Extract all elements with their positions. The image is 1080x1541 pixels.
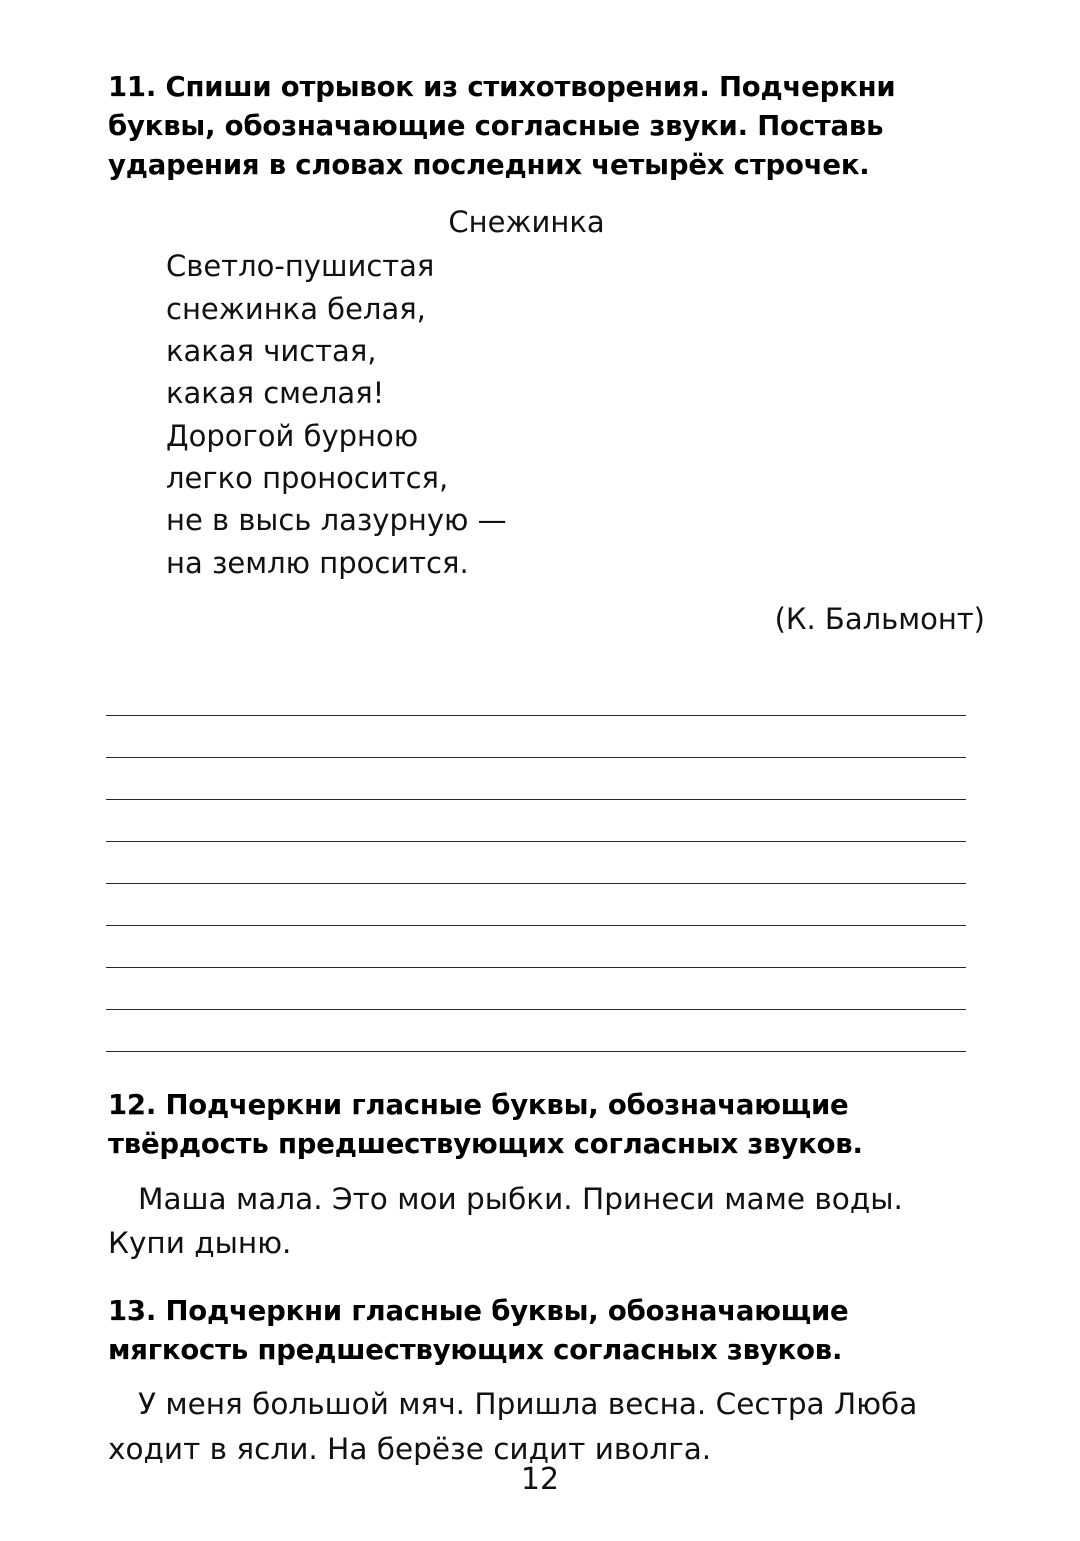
poem-line: снежинка белая, bbox=[166, 291, 426, 326]
writing-lines-area[interactable] bbox=[106, 674, 966, 1052]
exercise-12 bbox=[108, 1086, 985, 1266]
exercise-13 bbox=[108, 1292, 985, 1472]
exercise-12-heading: 12. Подчеркни гласные буквы, обозначающие твёрдость предшествующих согласных звуков. bbox=[108, 1089, 863, 1161]
writing-line[interactable] bbox=[106, 842, 966, 884]
writing-line[interactable] bbox=[106, 716, 966, 758]
writing-line[interactable] bbox=[106, 800, 966, 842]
exercise-13-heading: 13. Подчеркни гласные буквы, обозначающие мягкость предшествующих согласных звуков. bbox=[108, 1295, 849, 1367]
poem-line: Светло-пушистая bbox=[166, 249, 435, 284]
page-number: 12 bbox=[520, 1462, 560, 1497]
poem-line: легко проносится, bbox=[166, 461, 449, 496]
writing-line[interactable] bbox=[106, 674, 966, 716]
poem-line: какая чистая, bbox=[166, 334, 377, 369]
poem-block bbox=[108, 201, 985, 640]
poem-line: не в высь лазурную — bbox=[166, 503, 507, 538]
poem-lines bbox=[166, 245, 985, 584]
writing-line[interactable] bbox=[106, 926, 966, 968]
writing-line[interactable] bbox=[106, 968, 966, 1010]
poem-author: (К. Бальмонт) bbox=[774, 602, 985, 637]
writing-line[interactable] bbox=[106, 1010, 966, 1052]
poem-line: какая смелая! bbox=[166, 376, 385, 411]
exercise-11 bbox=[108, 68, 985, 1052]
poem-title: Снежинка bbox=[448, 205, 605, 240]
writing-line[interactable] bbox=[106, 884, 966, 926]
poem-line: на землю просится. bbox=[166, 545, 469, 580]
poem-line: Дорогой бурною bbox=[166, 418, 419, 453]
exercise-12-text: Маша мала. Это мои рыбки. Принеси маме воды. Купи дыню. bbox=[108, 1181, 903, 1261]
writing-line[interactable] bbox=[106, 758, 966, 800]
exercise-13-text: У меня большой мяч. Пришла весна. Сестра Люба ходит в ясли. На берёзе сидит иволга. bbox=[108, 1387, 918, 1467]
exercise-11-heading: 11. Спиши отрывок из стихотворения. Подчеркни буквы, обозначающие согласные звуки. Поставь ударения в словах последних четырёх строчек. bbox=[108, 71, 896, 182]
